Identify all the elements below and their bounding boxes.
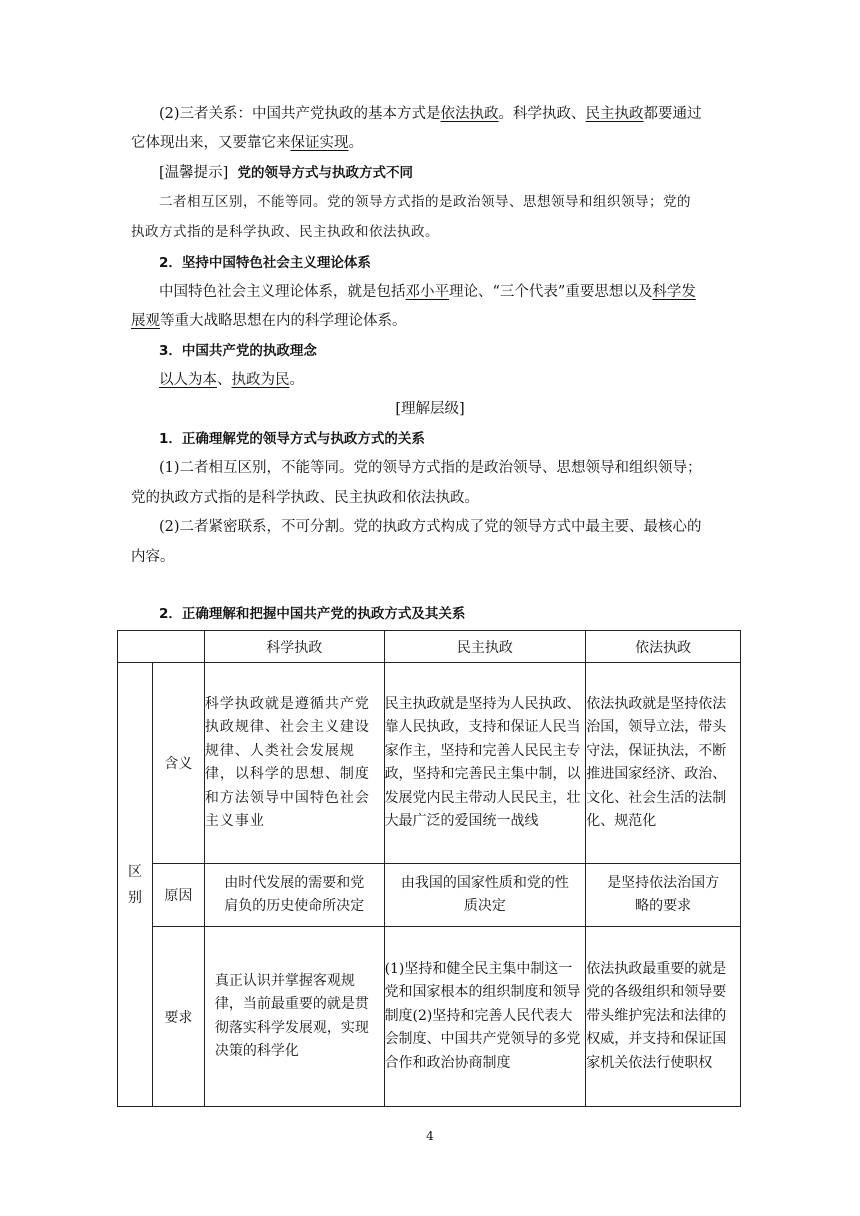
- understand1-p2-line-2: 内容。: [131, 549, 175, 565]
- table-cell: 依法执政最重要的就是党的各级组织和领导要带头维护宪法和法律的权威，并支持和保证国家机关依法行使职权: [586, 927, 741, 1107]
- table-cell: 依法执政就是坚持依法治国，领导立法，带头守法，保证执法，不断推进国家经济、政治、文化、社会生活的法制化、规范化: [586, 663, 741, 864]
- text: 、: [217, 372, 232, 388]
- underlined-term: 科学发: [652, 284, 696, 300]
- section-heading: 3．中国共产党的执政理念: [159, 343, 317, 359]
- table-cell: 由我国的国家性质和党的性质决定: [384, 864, 586, 927]
- row-label: 含义: [152, 663, 204, 864]
- page-number: 4: [426, 1129, 434, 1143]
- table-cell: 科学执政就是遵循共产党执政规律、社会主义建设规律、人类社会发展规律，以科学的思想、制度和方法领导中国特色社会主义事业: [204, 663, 384, 864]
- tip-heading: [159, 163, 413, 183]
- underlined-term: 展观: [131, 313, 160, 329]
- table-cell: 由时代发展的需要和党肩负的历史使命所决定: [204, 864, 384, 927]
- text: 它体现出来，又要靠它来: [131, 135, 291, 151]
- tip-body-line-1: 二者相互区别，不能等同。党的领导方式指的是政治领导、思想领导和组织领导；党的: [159, 194, 691, 210]
- section-heading: 2．正确理解和把握中国共产党的执政方式及其关系: [159, 606, 466, 622]
- table-corner-cell: [118, 631, 205, 663]
- table-cell: (1)坚持和健全民主集中制这一党和国家根本的组织制度和领导制度(2)坚持和完善人民代表大会制度、中国共产党领导的多党合作和政治协商制度: [384, 927, 586, 1107]
- group-label-cell: [118, 663, 153, 1107]
- relation-line-2: [131, 133, 363, 153]
- text: 中国特色社会主义理论体系，就是包括: [159, 284, 406, 300]
- table-cell: 是坚持依法治国方略的要求: [586, 864, 741, 927]
- underlined-term: 民主执政: [585, 106, 644, 122]
- tip-title: 党的领导方式与执政方式不同: [237, 165, 414, 181]
- understand1-p1-line-1: (1)二者相互区别，不能等同。党的领导方式指的是政治领导、思想领导和组织领导；: [159, 460, 702, 476]
- table-header-cell: 依法执政: [586, 631, 741, 663]
- table-row: [118, 864, 741, 927]
- text: 。科学执政、: [498, 106, 586, 122]
- comparison-table: [117, 630, 741, 1107]
- text: 都要通过: [643, 106, 702, 122]
- table-cell: 民主执政就是坚持为人民执政、靠人民执政，支持和保证人民当家作主，坚持和完善人民民主专政，坚持和完善民主集中制，以发展党内民主带动人民民主，壮大最广泛的爱国统一战线: [384, 663, 586, 864]
- underlined-term: 依法执政: [440, 106, 499, 122]
- section-heading: 2．坚持中国特色社会主义理论体系: [159, 255, 371, 271]
- section-heading: 1．正确理解党的领导方式与执政方式的关系: [159, 431, 425, 447]
- table-row: [118, 927, 741, 1107]
- tip-body-line-2: 执政方式指的是科学执政、民主执政和依法执政。: [131, 224, 439, 240]
- text: 。: [289, 372, 304, 388]
- understand1-p1-line-2: 党的执政方式指的是科学执政、民主执政和依法执政。: [131, 490, 479, 506]
- underlined-term: 执政为民: [231, 372, 290, 388]
- table-row: [118, 663, 741, 864]
- table-cell: 真正认识并掌握客观规律，当前最重要的就是贯彻落实科学发展观，实现决策的科学化: [204, 927, 384, 1107]
- table-header-row: [118, 631, 741, 663]
- group-label: 区别: [127, 863, 142, 906]
- table-header-cell: 民主执政: [384, 631, 586, 663]
- understand1-p2-line-1: (2)二者紧密联系，不可分割。党的执政方式构成了党的领导方式中最主要、最核心的: [159, 519, 702, 535]
- row-label: 原因: [152, 864, 204, 927]
- text: (2)三者关系：中国共产党执政的基本方式是: [159, 106, 441, 122]
- text: 。: [348, 135, 363, 151]
- relation-line-1: [159, 104, 702, 124]
- section2-line-2: [131, 311, 407, 331]
- text: 理论、“三个代表”重要思想以及: [449, 284, 653, 300]
- table-header-cell: 科学执政: [204, 631, 384, 663]
- tip-label: [温馨提示]: [159, 165, 229, 181]
- underlined-term: 邓小平: [405, 284, 449, 300]
- underlined-term: 保证实现: [290, 135, 349, 151]
- underlined-term: 以人为本: [159, 372, 217, 388]
- row-label: 要求: [152, 927, 204, 1107]
- section3-line: [159, 370, 304, 390]
- section2-line-1: [159, 282, 696, 302]
- level-label: [理解层级]: [395, 401, 465, 417]
- text: 等重大战略思想在内的科学理论体系。: [160, 313, 407, 329]
